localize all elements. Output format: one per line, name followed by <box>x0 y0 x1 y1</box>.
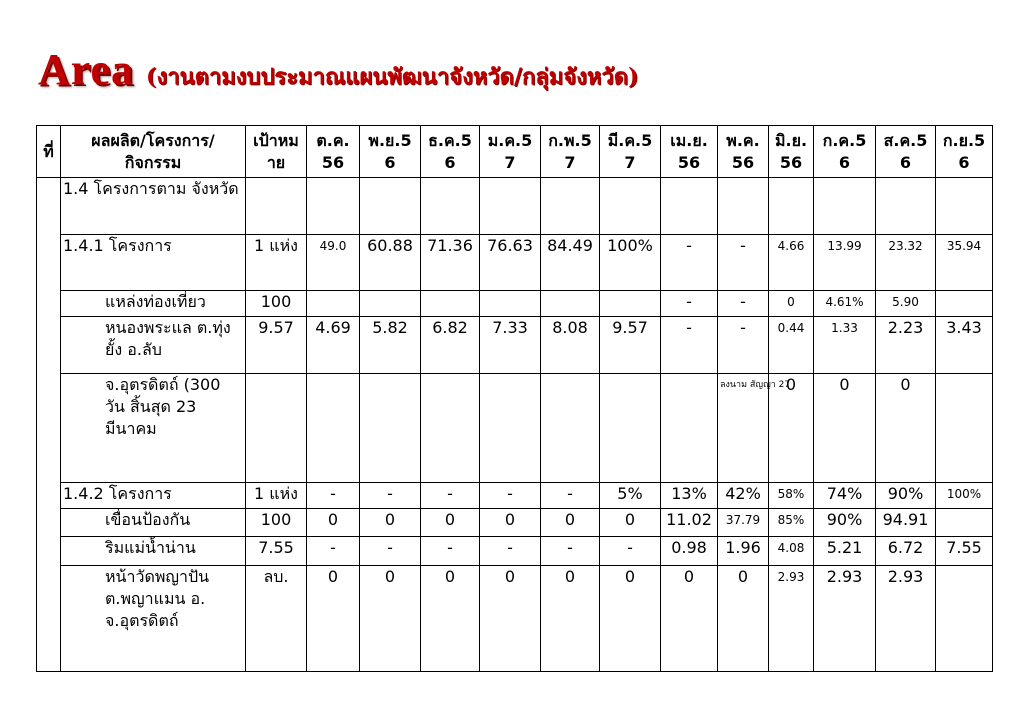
header-month: ส.ค.5 6 <box>876 126 936 178</box>
table-row <box>37 178 993 235</box>
value-cell: 2.23 <box>876 316 936 373</box>
value-cell <box>936 509 993 537</box>
value-cell <box>769 178 814 235</box>
value-cell <box>600 290 661 316</box>
value-cell: 90% <box>814 509 876 537</box>
table-row <box>37 373 993 482</box>
desc-cell: หน้าวัดพญาปัน ต.พญาแมน อ. จ.อุตรดิตถ์ <box>61 565 246 671</box>
value-cell: 13% <box>661 483 718 509</box>
value-cell: 4.66 <box>769 235 814 290</box>
value-cell: 42% <box>718 483 769 509</box>
target-cell: 1 แห่ง <box>246 483 307 509</box>
value-cell: 8.08 <box>541 316 600 373</box>
value-cell: 7.33 <box>480 316 541 373</box>
value-cell: 0 <box>480 565 541 671</box>
header-month: ก.ค.5 6 <box>814 126 876 178</box>
desc-cell: 1.4.1 โครงการ <box>61 235 246 290</box>
value-cell: - <box>718 290 769 316</box>
value-cell: 0 <box>814 373 876 482</box>
value-cell: 0 <box>307 509 360 537</box>
value-cell: - <box>718 316 769 373</box>
header-month: พ.ค. 56 <box>718 126 769 178</box>
header-month: ธ.ค.5 6 <box>421 126 480 178</box>
header-month: ก.ย.5 6 <box>936 126 993 178</box>
value-cell <box>541 373 600 482</box>
table-row <box>37 290 993 316</box>
header-month: เม.ย. 56 <box>661 126 718 178</box>
value-cell: 1.33 <box>814 316 876 373</box>
value-cell: ลงนาม สัญญา 27 <box>718 373 769 482</box>
value-cell <box>360 290 421 316</box>
value-cell: 85% <box>769 509 814 537</box>
value-cell: 0 <box>360 565 421 671</box>
value-cell: 58% <box>769 483 814 509</box>
value-cell: 74% <box>814 483 876 509</box>
value-cell: 0 <box>421 509 480 537</box>
value-cell <box>661 178 718 235</box>
target-cell: 100 <box>246 509 307 537</box>
header-month: ก.พ.5 7 <box>541 126 600 178</box>
header-month: มิ.ย. 56 <box>769 126 814 178</box>
value-cell: 71.36 <box>421 235 480 290</box>
value-cell: 100% <box>600 235 661 290</box>
value-cell: 76.63 <box>480 235 541 290</box>
value-cell: - <box>360 537 421 565</box>
value-cell: - <box>421 483 480 509</box>
table-row <box>37 483 993 509</box>
value-cell: 2.93 <box>814 565 876 671</box>
value-cell: - <box>307 483 360 509</box>
value-cell: - <box>661 290 718 316</box>
desc-cell: จ.อุตรดิตถ์ (300 วัน สิ้นสุด 23 มีนาคม <box>61 373 246 482</box>
table-row <box>37 235 993 290</box>
value-cell <box>480 373 541 482</box>
desc-cell: เขื่อนป้องกัน <box>61 509 246 537</box>
value-cell: 4.08 <box>769 537 814 565</box>
value-cell: - <box>421 537 480 565</box>
value-cell: 5% <box>600 483 661 509</box>
value-cell: 0 <box>718 565 769 671</box>
value-cell: 0.44 <box>769 316 814 373</box>
value-cell: 6.82 <box>421 316 480 373</box>
value-cell: 0 <box>600 509 661 537</box>
value-cell <box>421 290 480 316</box>
value-cell: 49.0 <box>307 235 360 290</box>
value-cell <box>307 290 360 316</box>
desc-cell: หนองพระแล ต.ทุ่งยั้ง อ.ลับ <box>61 316 246 373</box>
target-cell <box>246 178 307 235</box>
desc-cell: แหล่งท่องเที่ยว <box>61 290 246 316</box>
value-cell: - <box>480 537 541 565</box>
value-cell: 94.91 <box>876 509 936 537</box>
header-product: ผลผลิต/โครงการ/ กิจกรรม <box>61 126 246 178</box>
value-cell: 0 <box>769 373 814 482</box>
target-cell: 100 <box>246 290 307 316</box>
value-cell: 84.49 <box>541 235 600 290</box>
value-cell <box>307 178 360 235</box>
value-cell: 7.55 <box>936 537 993 565</box>
value-cell: 100% <box>936 483 993 509</box>
target-cell: 1 แห่ง <box>246 235 307 290</box>
value-cell: - <box>718 235 769 290</box>
value-cell <box>936 178 993 235</box>
target-cell: ลบ. <box>246 565 307 671</box>
value-cell <box>307 373 360 482</box>
value-cell: - <box>307 537 360 565</box>
table-row <box>37 509 993 537</box>
value-cell: - <box>360 483 421 509</box>
value-cell: 5.21 <box>814 537 876 565</box>
value-cell: 2.93 <box>769 565 814 671</box>
value-cell: 0 <box>600 565 661 671</box>
value-cell <box>876 178 936 235</box>
value-cell <box>480 178 541 235</box>
value-cell: 4.69 <box>307 316 360 373</box>
table-row <box>37 537 993 565</box>
title-main: Area <box>38 45 135 94</box>
value-cell: 0 <box>661 565 718 671</box>
value-cell: 1.96 <box>718 537 769 565</box>
value-cell: - <box>600 537 661 565</box>
value-cell <box>936 565 993 671</box>
value-cell: 4.61% <box>814 290 876 316</box>
value-cell: 11.02 <box>661 509 718 537</box>
value-cell <box>480 290 541 316</box>
value-cell: - <box>480 483 541 509</box>
value-cell: 6.72 <box>876 537 936 565</box>
target-cell: 9.57 <box>246 316 307 373</box>
data-table <box>36 125 993 672</box>
value-cell: - <box>661 316 718 373</box>
value-cell: 0.98 <box>661 537 718 565</box>
value-cell: - <box>541 537 600 565</box>
value-cell <box>936 290 993 316</box>
value-cell: 13.99 <box>814 235 876 290</box>
value-cell: 0 <box>421 565 480 671</box>
value-cell <box>600 373 661 482</box>
value-cell: 35.94 <box>936 235 993 290</box>
value-cell: 5.90 <box>876 290 936 316</box>
no-cell <box>37 178 61 672</box>
value-cell: - <box>541 483 600 509</box>
value-cell: 9.57 <box>600 316 661 373</box>
value-cell: 37.79 <box>718 509 769 537</box>
value-cell: - <box>661 235 718 290</box>
value-cell: 23.32 <box>876 235 936 290</box>
desc-cell: 1.4 โครงการตาม จังหวัด <box>61 178 246 235</box>
target-cell <box>246 373 307 482</box>
value-cell: 90% <box>876 483 936 509</box>
value-cell <box>541 290 600 316</box>
header-month: ต.ค. 56 <box>307 126 360 178</box>
value-cell <box>661 373 718 482</box>
desc-cell: ริมแม่น้ำน่าน <box>61 537 246 565</box>
value-cell: 0 <box>769 290 814 316</box>
value-cell: 0 <box>541 509 600 537</box>
value-cell <box>718 178 769 235</box>
target-cell: 7.55 <box>246 537 307 565</box>
value-cell <box>541 178 600 235</box>
table-row <box>37 565 993 671</box>
title-subtitle: (งานตามงบประมาณแผนพัฒนาจังหวัด/กลุ่มจังหวัด) <box>146 64 639 90</box>
table-row <box>37 316 993 373</box>
header-month: พ.ย.5 6 <box>360 126 421 178</box>
value-cell <box>421 178 480 235</box>
header-target: เป้าหม าย <box>246 126 307 178</box>
value-cell: 0 <box>307 565 360 671</box>
header-no: ที่ <box>37 126 61 178</box>
value-cell: 0 <box>360 509 421 537</box>
value-cell: 5.82 <box>360 316 421 373</box>
value-cell <box>814 178 876 235</box>
desc-cell: 1.4.2 โครงการ <box>61 483 246 509</box>
header-row <box>37 126 993 178</box>
value-cell: 0 <box>876 373 936 482</box>
value-cell <box>936 373 993 482</box>
page-title <box>38 44 638 100</box>
value-cell: 2.93 <box>876 565 936 671</box>
value-cell: 3.43 <box>936 316 993 373</box>
value-cell: 0 <box>541 565 600 671</box>
value-cell: 60.88 <box>360 235 421 290</box>
value-cell <box>360 178 421 235</box>
value-cell: 0 <box>480 509 541 537</box>
value-cell <box>360 373 421 482</box>
value-cell <box>600 178 661 235</box>
value-cell <box>421 373 480 482</box>
header-month: ม.ค.5 7 <box>480 126 541 178</box>
header-month: มี.ค.5 7 <box>600 126 661 178</box>
